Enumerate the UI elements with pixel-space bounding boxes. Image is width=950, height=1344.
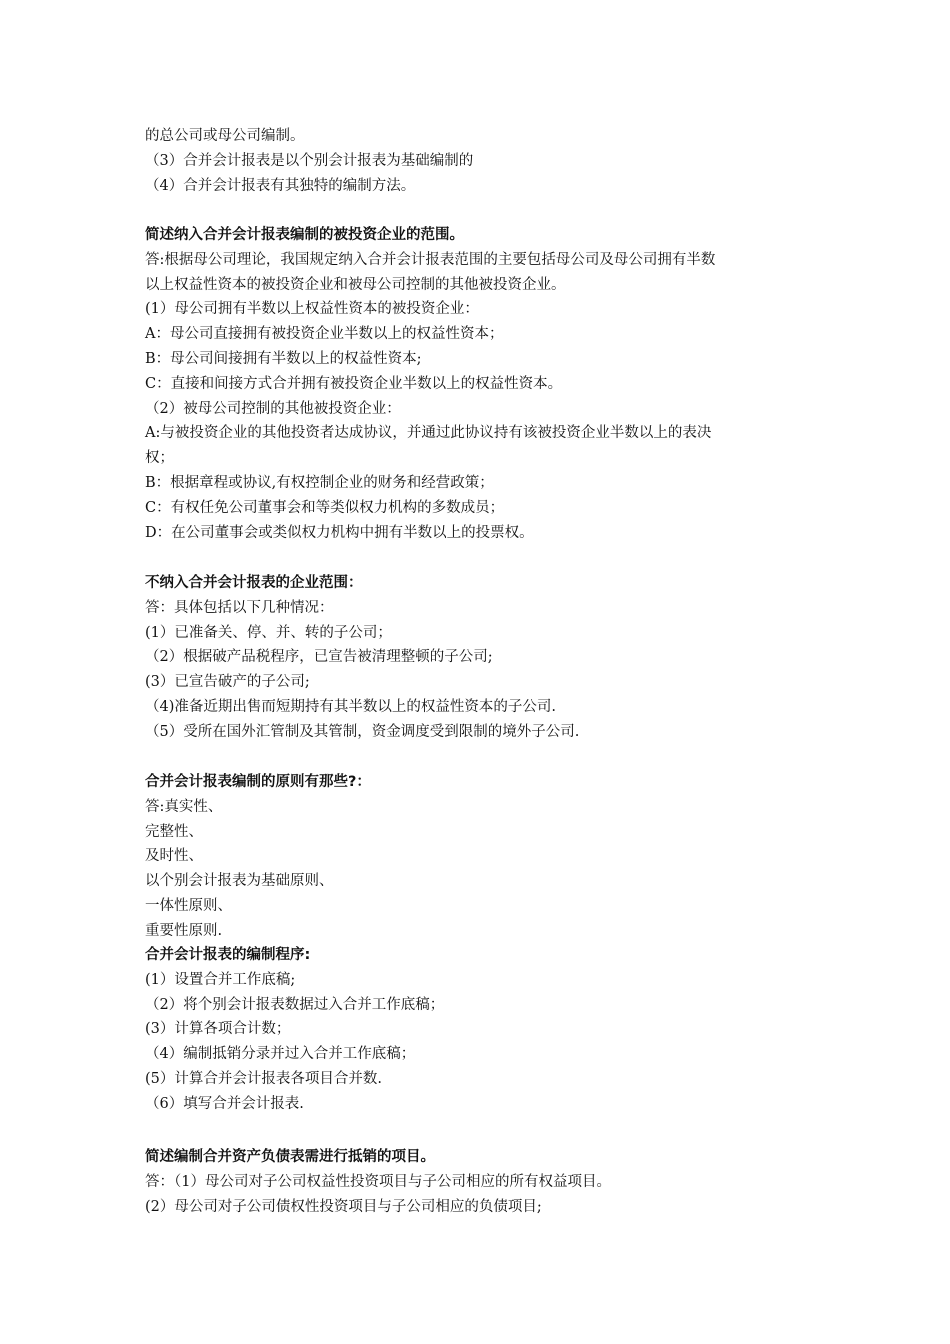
section-consolidation-scope [145, 223, 815, 545]
section-procedure [145, 943, 815, 1117]
text-line: (1）母公司拥有半数以上权益性资本的被投资企业： [145, 301, 479, 318]
text-line: 答：（1）母公司对子公司权益性投资项目与子公司相应的所有权益项目。 [145, 1173, 611, 1190]
text-line: 以上权益性资本的被投资企业和被母公司控制的其他被投资企业。 [145, 276, 566, 293]
section-heading: 合并会计报表的编制程序: [145, 947, 311, 963]
text-line: （2）被母公司控制的其他被投资企业： [145, 400, 401, 417]
text-line: 完整性、 [145, 823, 203, 840]
text-line: C：直接和间接方式合并拥有被投资企业半数以上的权益性资本。 [145, 375, 563, 392]
text-line: （4)准备近期出售而短期持有其半数以上的权益性资本的子公司. [145, 698, 556, 715]
text-line: （6）填写合并会计报表. [145, 1095, 304, 1112]
text-line: (1）已准备关、停、并、转的子公司； [145, 624, 392, 641]
section-continuation [145, 124, 815, 198]
text-line: (1）设置合并工作底稿; [145, 971, 296, 988]
section-heading: 简述纳入合并会计报表编制的被投资企业的范围。 [145, 227, 464, 243]
text-line: 以个别会计报表为基础原则、 [145, 873, 334, 890]
text-line: C：有权任免公司董事会和等类似权力机构的多数成员； [145, 499, 505, 516]
text-line: （4）编制抵销分录并过入合并工作底稿； [145, 1046, 416, 1063]
text-line: B：母公司间接拥有半数以上的权益性资本; [145, 350, 422, 367]
text-line: A:与被投资企业的其他投资者达成协议，并通过此协议持有该被投资企业半数以上的表决 [145, 425, 712, 442]
text-line: （5）受所在国外汇管制及其管制，资金调度受到限制的境外子公司. [145, 723, 580, 740]
section-offset-items [145, 1145, 815, 1219]
text-line: D：在公司董事会或类似权力机构中拥有半数以上的投票权。 [145, 524, 534, 541]
text-line: 重要性原则. [145, 922, 223, 939]
section-excluded-scope [145, 571, 815, 745]
text-line: （2）根据破产品税程序，已宣告被清理整顿的子公司; [145, 649, 493, 666]
text-line: A：母公司直接拥有被投资企业半数以上的权益性资本； [145, 326, 504, 343]
text-line: （3）合并会计报表是以个别会计报表为基础编制的 [145, 152, 474, 169]
text-line: 及时性、 [145, 848, 203, 865]
text-line: 的总公司或母公司编制。 [145, 128, 305, 144]
text-line: (2）母公司对子公司债权性投资项目与子公司相应的负债项目; [145, 1198, 542, 1215]
text-line: B：根据章程或协议,有权控制企业的财务和经营政策； [145, 474, 494, 491]
text-line: 权； [145, 450, 174, 467]
section-principles [145, 770, 815, 944]
text-line: (3）计算各项合计数； [145, 1021, 291, 1038]
text-line: 答:根据母公司理论，我国规定纳入合并会计报表范围的主要包括母公司及母公司拥有半数 [145, 251, 716, 268]
text-line: （2）将个别会计报表数据过入合并工作底稿； [145, 996, 445, 1013]
section-heading: 简述编制合并资产负债表需进行抵销的项目。 [145, 1149, 435, 1165]
section-heading: 合并会计报表编制的原则有那些?： [145, 774, 371, 790]
text-line: 答：具体包括以下几种情况： [145, 599, 334, 616]
section-heading: 不纳入合并会计报表的企业范围： [145, 575, 363, 591]
text-line: (5）计算合并会计报表各项目合并数. [145, 1070, 382, 1087]
text-line: 一体性原则、 [145, 897, 232, 914]
text-line: (3）已宣告破产的子公司; [145, 674, 310, 691]
text-line: 答:真实性、 [145, 798, 223, 815]
text-line: （4）合并会计报表有其独特的编制方法。 [145, 177, 416, 194]
